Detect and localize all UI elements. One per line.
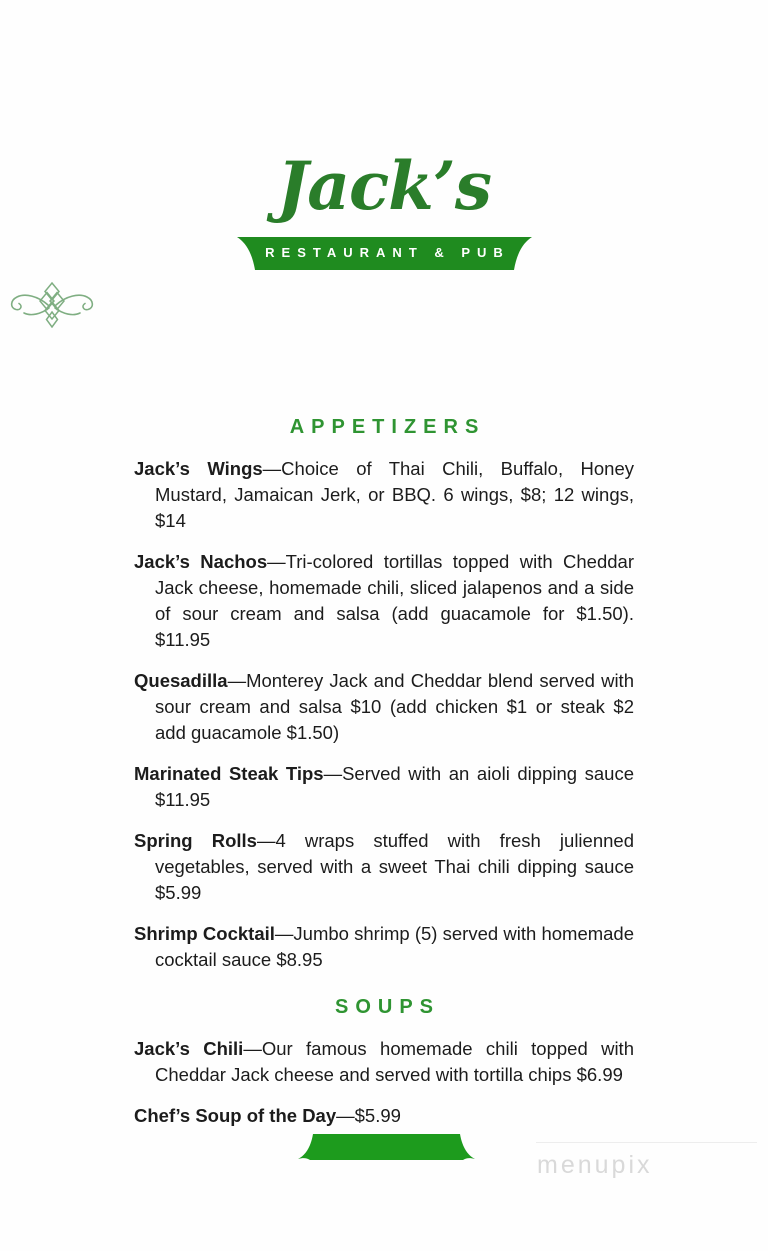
- tagline-label: RESTAURANT & PUB: [265, 244, 510, 260]
- flourish-ornament-icon: [0, 282, 104, 328]
- item-separator: —: [274, 923, 294, 944]
- item-separator: —: [267, 551, 286, 572]
- item-name: Spring Rolls: [134, 830, 257, 851]
- watermark-divider: [536, 1142, 757, 1143]
- item-separator: —: [336, 1105, 355, 1126]
- section-title-appetizers: APPETIZERS: [289, 416, 486, 438]
- menu-item-jacks-nachos: [134, 549, 634, 653]
- menu-item-jacks-wings: [134, 456, 634, 534]
- item-separator: —: [243, 1038, 262, 1059]
- item-name: Quesadilla: [134, 670, 228, 691]
- menu-content: [134, 417, 634, 1129]
- item-separator: —: [262, 458, 282, 479]
- item-name: Jack’s Wings: [134, 458, 263, 479]
- bottom-ribbon-banner: [298, 1133, 475, 1160]
- item-separator: —: [256, 830, 276, 851]
- item-description: Jumbo shrimp (5) served with homemade cocktail sauce $8.95: [155, 923, 635, 970]
- section-title-soups: SOUPS: [334, 996, 441, 1018]
- item-description: Choice of Thai Chili, Buffalo, Honey Mustard, Jamaican Jerk, or BBQ. 6 wings, $8; 12 wings, $14: [155, 458, 634, 531]
- item-description: Our famous homemade chili topped with Cheddar Jack cheese and served with tortilla chips $6.99: [155, 1038, 634, 1085]
- item-name: Shrimp Cocktail: [134, 923, 275, 944]
- menu-item-jacks-chili: [134, 1036, 634, 1088]
- menu-item-marinated-steak-tips: [134, 761, 634, 813]
- menu-item-chefs-soup: [134, 1103, 634, 1129]
- watermark-logo: menupix: [537, 1151, 653, 1179]
- item-separator: —: [323, 763, 343, 784]
- item-name: Jack’s Chili: [134, 1038, 244, 1059]
- item-name: Marinated Steak Tips: [134, 763, 324, 784]
- menu-item-shrimp-cocktail: [134, 921, 634, 973]
- item-description: Served with an aioli dipping sauce $11.95: [155, 763, 634, 810]
- item-description: $5.99: [354, 1105, 401, 1126]
- menu-item-spring-rolls: [134, 828, 634, 906]
- item-description: Tri-colored tortillas topped with Cheddar Jack cheese, homemade chili, sliced jalapenos and a side of sour cream and salsa (add guacamole for $1.50). $11.95: [155, 551, 634, 650]
- item-name: Jack’s Nachos: [134, 551, 268, 572]
- item-description: 4 wraps stuffed with fresh julienned vegetables, served with a sweet Thai chili dipping sauce $5.99: [155, 830, 634, 903]
- restaurant-logo: Jack’s: [276, 147, 492, 225]
- tagline-ribbon: [237, 237, 532, 270]
- menu-item-quesadilla: [134, 668, 634, 746]
- item-description: Monterey Jack and Cheddar blend served with sour cream and salsa $10 (add chicken $1 or steak $2 add guacamole $1.50): [155, 670, 634, 743]
- item-name: Chef’s Soup of the Day: [134, 1105, 337, 1126]
- item-separator: —: [227, 670, 247, 691]
